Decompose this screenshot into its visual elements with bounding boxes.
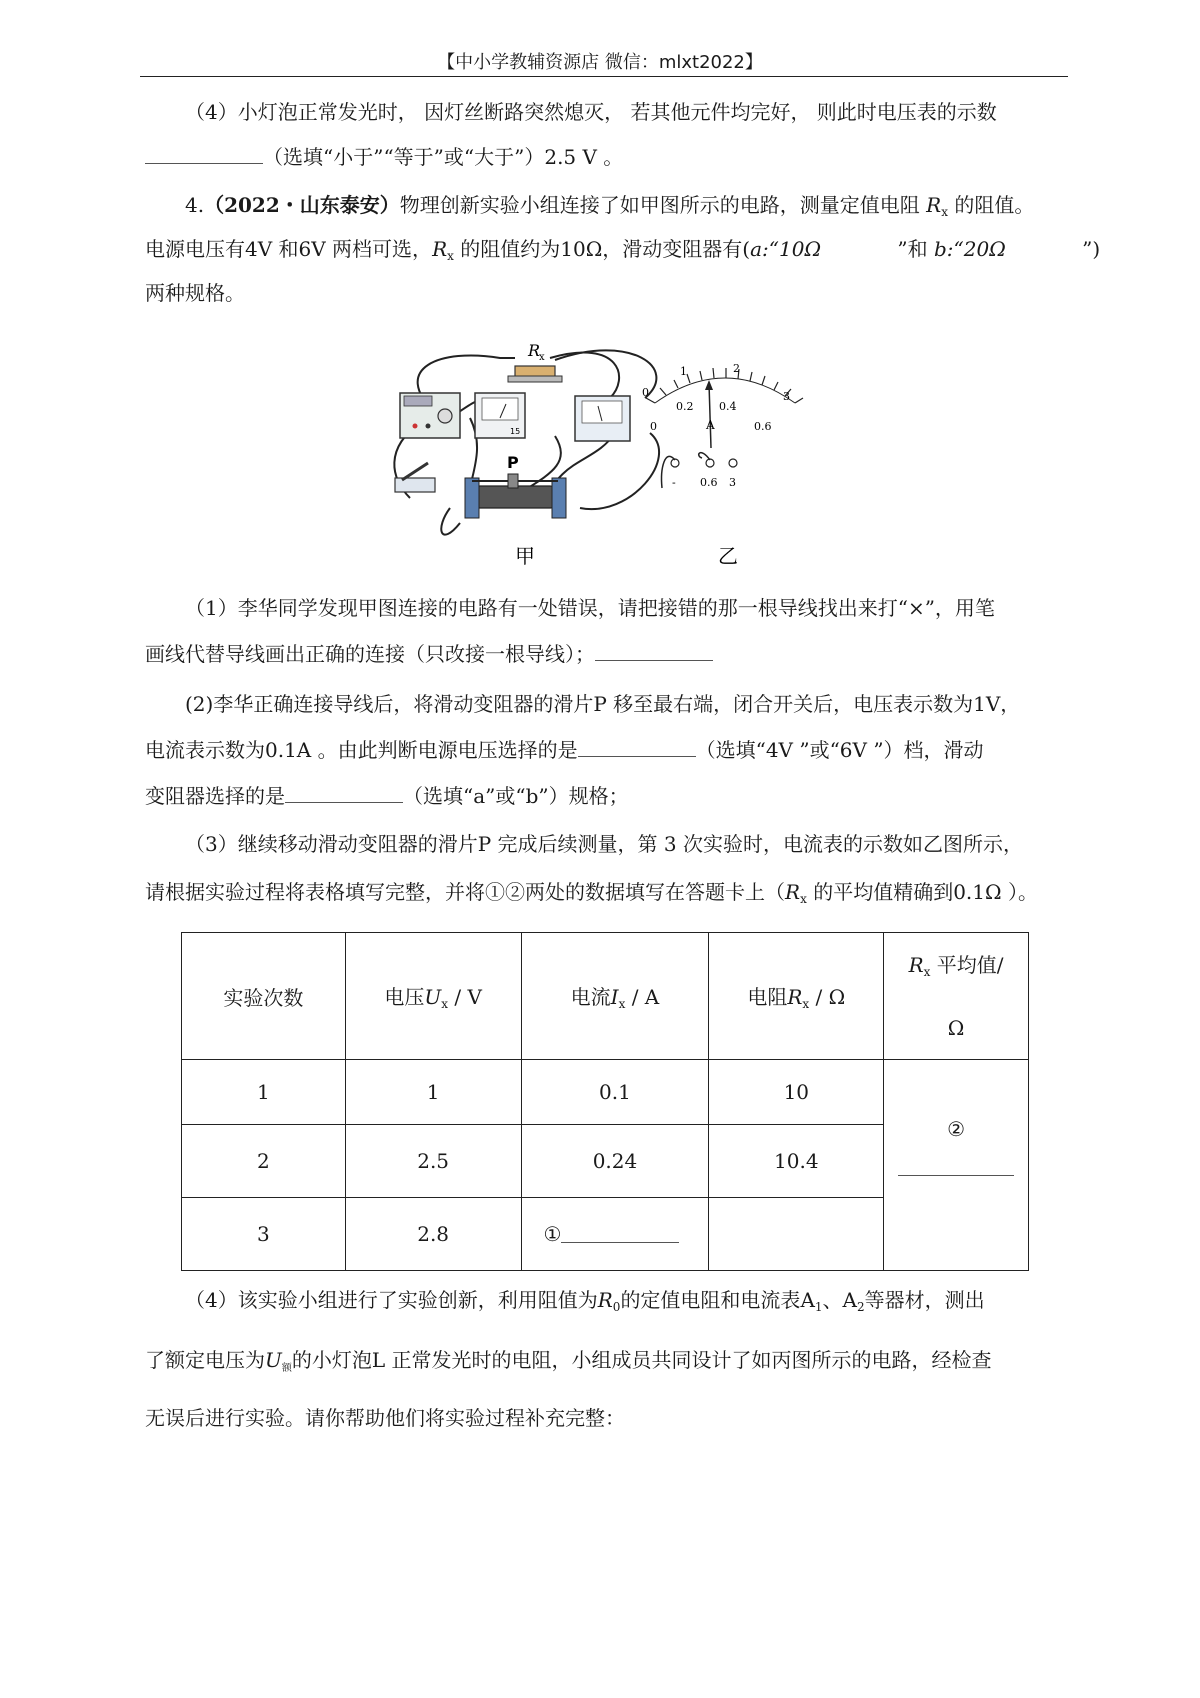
ammeter: [575, 396, 630, 441]
p4-line1: （4）该实验小组进行了实验创新，利用阻值为$R_0$的定值电阻和电流表$A_1$、$A_2$等器材，测出: [185, 1288, 985, 1314]
q4-intro-line3: 两种规格。: [145, 281, 245, 305]
voltmeter-terminal: 15: [510, 427, 521, 436]
cell-current: 0.1: [521, 1060, 709, 1125]
answer-blank[interactable]: [561, 1224, 679, 1243]
wire: [550, 353, 619, 398]
p2-line3: 变阻器选择的是 （选填“a”或“b”）规格；: [145, 784, 629, 808]
header-rule: [140, 76, 1068, 77]
rx-sub: x: [539, 352, 545, 363]
q4-source: （2022・山东泰安）: [204, 193, 400, 217]
p1-line1: （1）李华同学发现甲图连接的电路有一处错误，请把接错的那一根导线找出来打“×”，用笔: [185, 596, 995, 620]
power-supply: [400, 393, 460, 438]
terminal-06: 0.6: [700, 476, 718, 489]
cell-voltage: 2.8: [345, 1198, 521, 1271]
q4-intro-line1: 4.（2022・山东泰安）物理创新实验小组连接了如甲图所示的电路，测量定值电阻 $R_x$ 的阻值。: [185, 193, 1035, 219]
answer-blank[interactable]: [595, 640, 713, 661]
switch: [395, 463, 435, 492]
q3-part4-line2: （选填“小于”“等于”或“大于”）2.5 V 。: [145, 143, 623, 171]
cell-voltage: 2.5: [345, 1125, 521, 1198]
cell-trial: 1: [182, 1060, 346, 1125]
page-header: 【中小学教辅资源店 微信：mlxt2022】: [437, 52, 763, 73]
rheostat: [465, 474, 566, 518]
p4-line2: 了额定电压为$U_额$的小灯泡L 正常发光时的电阻，小组成员共同设计了如丙图所示的电路，经检查: [145, 1348, 992, 1374]
terminal-minus: -: [672, 476, 676, 489]
cell-current: ①: [521, 1198, 709, 1271]
scale-top-0: 0: [642, 386, 649, 399]
scale-bottom-3: 0.6: [754, 420, 772, 433]
resistor-rx: [508, 366, 562, 382]
cell-resistance: 10.4: [709, 1125, 884, 1198]
answer-blank[interactable]: [898, 1175, 1014, 1176]
answer-blank[interactable]: [578, 736, 696, 757]
rx-label: R: [528, 341, 541, 360]
circuit-figure: [380, 338, 880, 568]
wire: [441, 508, 460, 535]
data-table: [181, 932, 1029, 1271]
slider-p-label: P: [507, 453, 519, 472]
cell-average: [884, 1060, 1029, 1271]
q4-intro-line2: 电源电压有4V 和6V 两档可选，$R_x$ 的阻值约为10Ω，滑动变阻器有(a:“10Ω ”和 b:“20Ω ”): [145, 237, 1101, 263]
scale-top-1: 1: [680, 365, 687, 378]
header-current: 电流$I_x$ / A: [521, 933, 709, 1060]
header-trial: 实验次数: [182, 933, 346, 1060]
scale-bottom-2: 0.4: [719, 400, 737, 413]
table-row: [182, 1060, 1029, 1125]
p3-line2: 请根据实验过程将表格填写完整，并将①②两处的数据填写在答题卡上（$R_x$ 的平均值精确到0.1Ω ）。: [145, 880, 1038, 906]
cell-voltage: 1: [345, 1060, 521, 1125]
p2-line1: (2)李华正确连接导线后，将滑动变阻器的滑片P 移至最右端，闭合开关后，电压表示数为1V，: [185, 692, 1021, 716]
p2-line2: 电流表示数为0.1A 。由此判断电源电压选择的是 （选填“4V ”或“6V ”）档，滑动: [145, 738, 984, 762]
scale-top-3: 3: [783, 390, 790, 403]
terminal-3: 3: [729, 476, 736, 489]
cell-trial: 3: [182, 1198, 346, 1271]
header-resistance: 电阻$R_x$ / Ω: [709, 933, 884, 1060]
p4-line3: 无误后进行实验。请你帮助他们将实验过程补充完整：: [145, 1406, 625, 1430]
cell-current: 0.24: [521, 1125, 709, 1198]
p1-line2: 画线代替导线画出正确的连接（只改接一根导线）；: [145, 640, 713, 668]
scale-bottom-1: 0.2: [676, 400, 694, 413]
q3-part4-line1: （4）小灯泡正常发光时， 因灯丝断路突然熄灭， 若其他元件均完好， 则此时电压表的示数: [185, 100, 997, 124]
scale-bottom-0: 0: [650, 420, 657, 433]
scale-top-2: 2: [733, 362, 740, 375]
cell-resistance: 10: [709, 1060, 884, 1125]
table-header-row: [182, 933, 1029, 1060]
average-mark: ②: [947, 1117, 966, 1141]
meter-unit-label: A: [706, 418, 715, 432]
circuit-drawing: [380, 338, 880, 568]
header-average: $R_x$ 平均值/ Ω: [884, 933, 1029, 1060]
figure-label-yi: 乙: [718, 544, 738, 568]
answer-blank[interactable]: [145, 143, 263, 164]
cell-trial: 2: [182, 1125, 346, 1198]
header-voltage: 电压$U_x$ / V: [345, 933, 521, 1060]
p3-line1: （3）继续移动滑动变阻器的滑片P 完成后续测量，第 3 次实验时，电流表的示数如乙图所示，: [185, 832, 1023, 856]
wire: [580, 433, 659, 509]
figure-label-jia: 甲: [515, 544, 535, 568]
cell-resistance: [709, 1198, 884, 1271]
answer-blank[interactable]: [285, 782, 403, 803]
